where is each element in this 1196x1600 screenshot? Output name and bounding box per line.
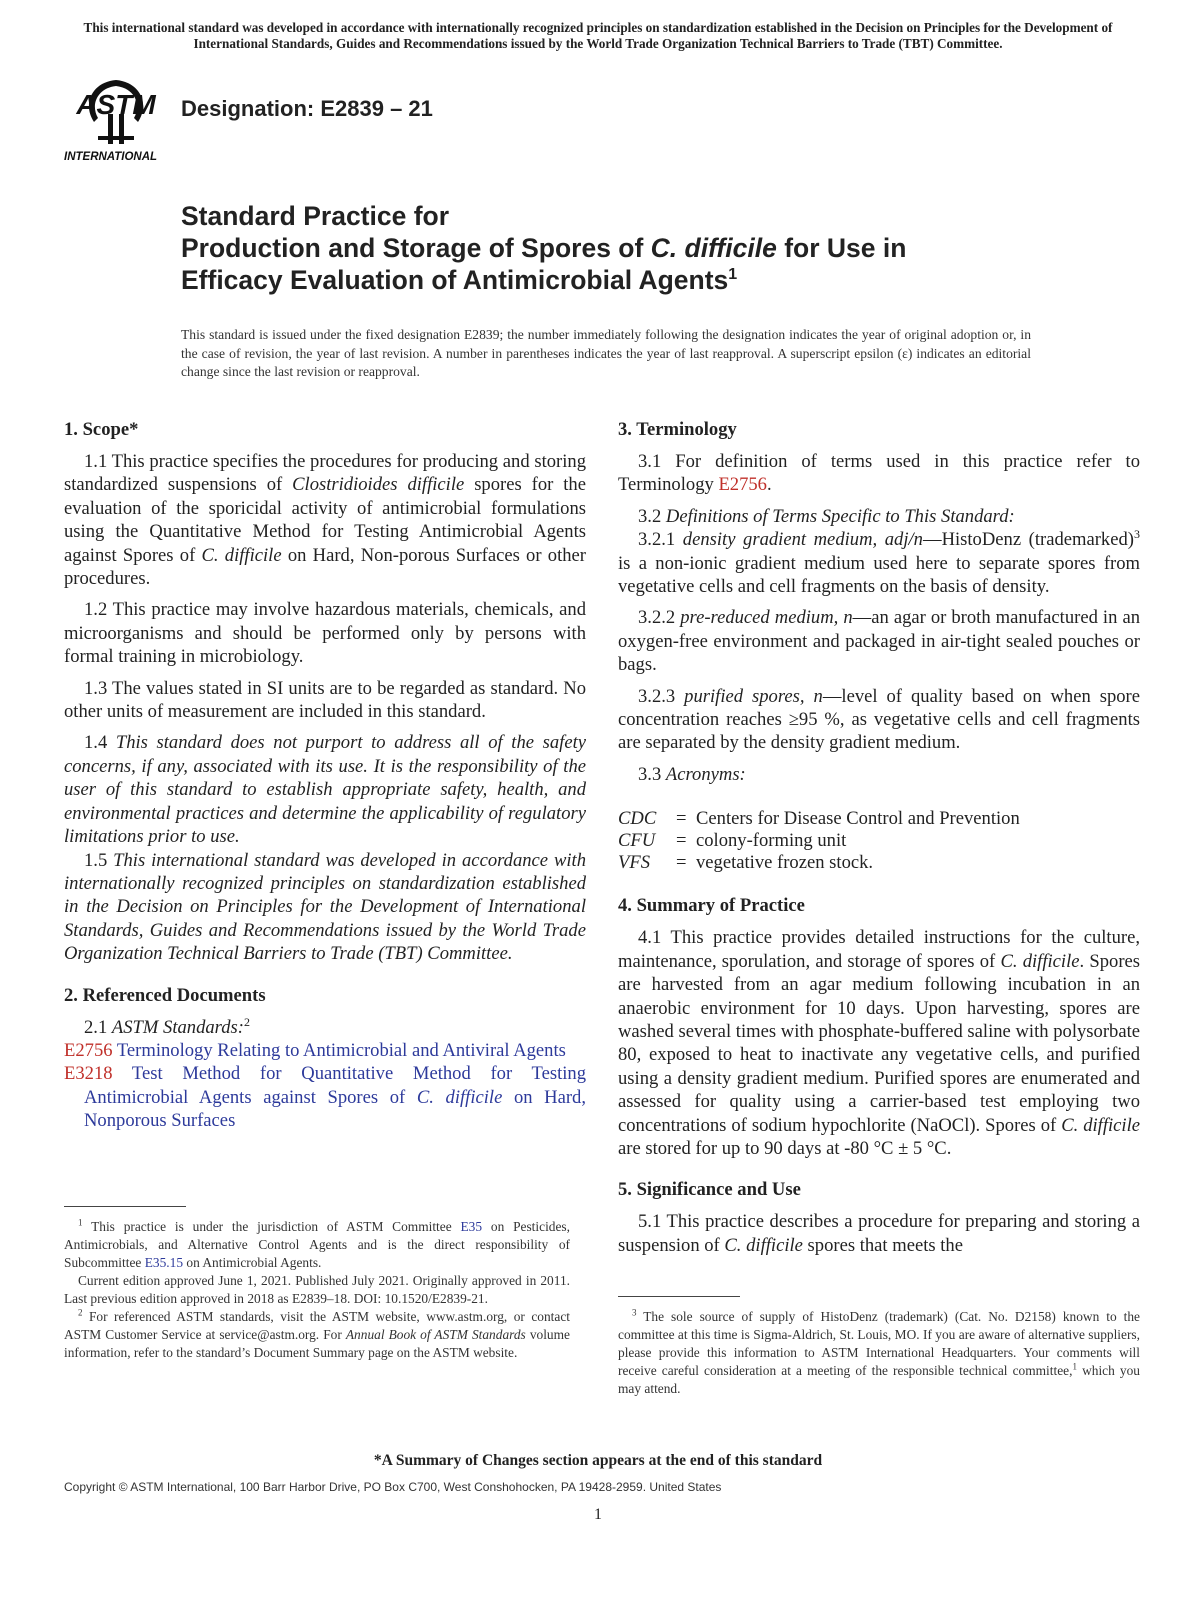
title-line-1: Standard Practice for bbox=[181, 201, 450, 231]
astm-standards-label: 2.1 ASTM Standards:$^2$ bbox=[84, 1014, 250, 1038]
ref-e2756[interactable]: E2756 Terminology Relating to Antimicrobial and Antiviral Agents bbox=[64, 1039, 566, 1061]
issue-note: This standard is issued under the fixed designation E2839; the number immediately following the designation indicates the year of original adoption or, in the case of revision, the year of last revision. A number in parentheses indicates the year of last reapproval. A superscript epsilon (ε) indicates an editorial change since the last revision or reapproval. bbox=[181, 327, 1031, 379]
scope-1-5: 1.5 This international standard was developed in accordance with internationally recognized principles on standardization established in the Decision on Principles for the Development of International Standards, Guides and Recommendations issued by the World Trade Organization Technical Barriers to Trade (TBT) Committee. bbox=[64, 849, 587, 965]
copyright: Copyright © ASTM International, 100 Barr Harbor Drive, PO Box C700, West Conshohocken, PA 19428-2959. United States bbox=[64, 1480, 722, 1494]
footnote-3: $^3$ The sole source of supply of HistoDenz (trademark) (Cat. No. D2158) known to the committee at this time is Sigma-Aldrich, St. Louis, MO. If you are aware of alternative suppliers, please provide this information to ASTM International Headquarters. Your comments will receive careful consideration at a meeting of the responsible technical committee,$^1$ which you may attend. bbox=[618, 1307, 1140, 1396]
link-e2756[interactable]: E2756 bbox=[718, 474, 767, 496]
footnote-2: $^2$ For referenced ASTM standards, visit the ASTM website, www.astm.org, or contact ASTM Customer Service at service@astm.org. For Annual Book of ASTM Standards volume information, refer to the standard’s Document Summary page on the ASTM website. bbox=[64, 1307, 570, 1360]
ref-e3218[interactable]: E3218 Test Method for Quantitative Method for Testing Antimicrobial Agents against Spores of C. difficile on Hard, Nonporous Surfaces bbox=[64, 1063, 587, 1132]
svg-text:ASTM: ASTM bbox=[76, 89, 156, 120]
summary-4-1: 4.1 This practice provides detailed instructions for the culture, maintenance, sporulation, and storage of spores of C. difficile. Spores are harvested from an agar medium following incubation in an anaerobic environment for 10 days. Upon harvesting, spores are washed several times with phosphate-buffered saline with polysorbate 80, exposed to heat to inactivate any vegetative cells, and purified using a density gradient medium. Purified spores are enumerated and assessed for quality using a carrier-based test employing two concentrations of sodium hypochlorite (NaOCl). Spores of C. difficile are stored for up to 90 days at -80 °C ± 5 °C. bbox=[618, 927, 1140, 1159]
acronym-def: vegetative frozen stock. bbox=[696, 852, 874, 874]
scope-1-1: 1.1 This practice specifies the procedures for producing and storing standardized suspensions of Clostridioides difficile spores for the evaluation of the sporicidal activity of antimicrobial formulations using the Quantitative Method for Testing Antimicrobial Agents against Spores of C. difficile on Hard, Non-porous Surfaces or other procedures. bbox=[64, 451, 586, 590]
acronym-eq: = bbox=[676, 852, 687, 874]
terminology-heading: 3. Terminology bbox=[618, 419, 737, 440]
term-3-2-2: 3.2.2 pre-reduced medium, n—an agar or broth manufactured in an oxygen-free environment and packaged in air-tight sealed pouches or bags. bbox=[618, 607, 1140, 676]
footnote-rule-right bbox=[618, 1296, 740, 1297]
footnote-1-edition: Current edition approved June 1, 2021. Published July 2021. Originally approved in 2011. Last previous edition approved in 2018 as E2839–18. DOI: 10.1520/E2839-21. bbox=[64, 1273, 570, 1306]
significance-5-1: 5.1 This practice describes a procedure for preparing and storing a suspension of C. difficile spores that meets the bbox=[618, 1211, 1140, 1256]
significance-heading: 5. Significance and Use bbox=[618, 1179, 801, 1201]
acronym-list bbox=[618, 808, 1140, 874]
designation: Designation: E2839 – 21 bbox=[181, 96, 433, 121]
acronym-abbr: CFU bbox=[618, 830, 656, 852]
acronym-def: colony-forming unit bbox=[696, 830, 847, 852]
acronym-eq: = bbox=[676, 808, 687, 830]
acronym-abbr: VFS bbox=[618, 852, 651, 874]
top-notice: This international standard was developed in accordance with internationally recognized principles on standardization established in the Decision on Principles for the Development of International Standards, Guides and Recommendations issued by the World Trade Organization Technical Barriers to Trade (TBT) Committee. bbox=[83, 20, 1113, 51]
term-3-2-1: 3.2.1 density gradient medium, adj/n—HistoDenz (trademarked)$^3$ is a non-ionic gradient medium used here to separate spores from vegetative cells and cell fragments on the basis of density. bbox=[618, 527, 1140, 598]
referenced-heading: 2. Referenced Documents bbox=[64, 984, 266, 1006]
title-line-3: Efficacy Evaluation of Antimicrobial Agents$^1$ bbox=[181, 265, 738, 295]
svg-text:INTERNATIONAL: INTERNATIONAL bbox=[64, 151, 158, 163]
scope-heading: 1. Scope* bbox=[64, 419, 139, 440]
acronym-eq: = bbox=[676, 830, 687, 852]
term-3-2-3: 3.2.3 purified spores, n—level of quality based on when spore concentration reaches ≥95 %, as vegetative cells and cell fragments are separated by the density gradient medium. bbox=[618, 685, 1140, 754]
term-3-1: 3.1 For definition of terms used in this practice refer to Terminology E2756. bbox=[618, 451, 1140, 496]
scope-1-4: 1.4 This standard does not purport to address all of the safety concerns, if any, associated with its use. It is the responsibility of the user of this standard to establish appropriate safety, health, and environmental practices and determine the applicability of regulatory limitations prior to use. bbox=[64, 732, 587, 848]
link-e35-15[interactable]: E35.15 bbox=[144, 1255, 184, 1270]
summary-of-changes-note: *A Summary of Changes section appears at the end of this standard bbox=[373, 1452, 823, 1469]
summary-heading: 4. Summary of Practice bbox=[618, 895, 805, 917]
document-title bbox=[181, 200, 1081, 296]
term-3-3: 3.3 Acronyms: bbox=[638, 763, 746, 785]
title-line-2: Production and Storage of Spores of C. difficile for Use in bbox=[181, 233, 907, 263]
acronym-abbr: CDC bbox=[618, 808, 657, 830]
link-e35[interactable]: E35 bbox=[460, 1219, 483, 1234]
acronym-def: Centers for Disease Control and Prevention bbox=[696, 808, 1020, 830]
scope-1-3: 1.3 The values stated in SI units are to be regarded as standard. No other units of measurement are included in this standard. bbox=[64, 677, 586, 723]
right-column bbox=[618, 418, 1140, 1265]
footnotes-left bbox=[64, 1218, 570, 1362]
astm-logo bbox=[64, 74, 168, 166]
term-3-2: 3.2 Definitions of Terms Specific to This Standard: bbox=[638, 505, 1015, 527]
footnote-rule-left bbox=[64, 1206, 186, 1207]
scope-1-2: 1.2 This practice may involve hazardous materials, chemicals, and microorganisms and should be performed only by persons with formal training in microbiology. bbox=[64, 599, 586, 668]
footnote-1: $^1$ This practice is under the jurisdiction of ASTM Committee E35 on Pesticides, Antimicrobials, and Alternative Control Agents and is the direct responsibility of Subcommittee E35.15 on Antimicrobial Agents. bbox=[64, 1217, 570, 1270]
footnotes-right bbox=[618, 1308, 1140, 1398]
left-column bbox=[64, 418, 586, 1133]
page-number: 1 bbox=[594, 1506, 602, 1523]
